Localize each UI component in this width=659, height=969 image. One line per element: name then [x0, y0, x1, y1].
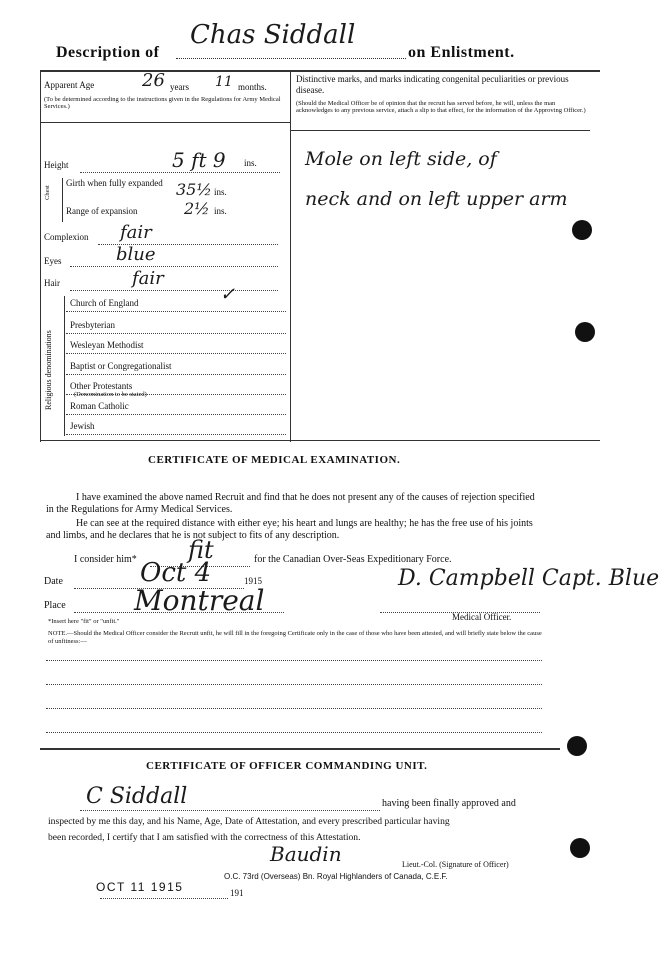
medical-title: CERTIFICATE OF MEDICAL EXAMINATION.: [148, 454, 401, 466]
age-note: (To be determined according to the instructions given in the Regulations for Army Medical Services.): [44, 96, 281, 110]
religion-divider: [64, 296, 65, 436]
denomination-item: Presbyterian: [70, 320, 115, 330]
commanding-title: CERTIFICATE OF OFFICER COMMANDING UNIT.: [146, 760, 428, 772]
punch-hole-4: [570, 838, 590, 858]
denomination-item: Jewish: [70, 421, 95, 431]
medical-footnote: *Insert here "fit" or "unfit.": [48, 618, 120, 625]
medical-para-1: I have examined the above named Recruit and find that he does not present any of the causes of rejection specified in the Regulations for Army Medical Services.: [46, 492, 535, 515]
church-of-england-check: ✓: [220, 284, 236, 305]
description-of-label: Description of: [56, 44, 160, 61]
consider-value: fit: [188, 536, 214, 564]
top-rule: [40, 70, 600, 72]
complexion-label: Complexion: [44, 232, 89, 242]
girth-value: 35½: [176, 180, 212, 199]
age-months: 11: [215, 74, 233, 90]
years-label: years: [170, 82, 189, 92]
place-label: Place: [44, 600, 66, 611]
distinctive-marks-1: Mole on left side, of: [305, 148, 497, 170]
name-underline: [176, 58, 406, 59]
chest-label: Chest: [44, 185, 51, 200]
denomination-dots: [66, 353, 286, 354]
height-label: Height: [44, 160, 69, 170]
medical-note: NOTE.—Should the Medical Officer consider the Recruit unfit, he will fill in the foregoing Certificate only in the case of those who have been attested, and will briefly state below the cause of unfitness:—: [48, 630, 542, 645]
commanding-date-dots: [100, 898, 228, 899]
commanding-signature-label: Lieut.-Col. (Signature of Officer): [402, 860, 509, 869]
punch-hole-3: [567, 736, 587, 756]
distinctive-note: (Should the Medical Officer be of opinion that the recruit has served before, he will, unless the man acknowledges to any previous service, attach a slip to that effect, for the information of the Approving Officer.): [296, 100, 586, 114]
eyes-label: Eyes: [44, 256, 62, 266]
range-label: Range of expansion: [66, 206, 138, 216]
ins-label-height: ins.: [244, 158, 257, 168]
ins-label-range: ins.: [214, 206, 227, 216]
medical-para-2: He can see at the required distance with either eye; his heart and lungs are healthy; he has the free use of his joints and limbs, and he declares that he is not subject to fits of any description.: [46, 518, 533, 541]
distinctive-heading: Distinctive marks, and marks indicating congenital peculiarities or previous disease.: [296, 74, 569, 95]
date-label: Date: [44, 576, 63, 587]
apparent-age-label: Apparent Age: [44, 80, 95, 90]
denomination-item: Wesleyan Methodist: [70, 340, 144, 350]
unfit-line-3: [46, 708, 542, 709]
height-dots: [80, 172, 280, 173]
range-value: 2½: [184, 199, 210, 218]
consider-suffix: for the Canadian Over-Seas Expeditionary Force.: [254, 554, 452, 565]
left-border: [40, 70, 41, 442]
chest-bracket: [62, 178, 63, 222]
medical-year: 1915: [244, 576, 262, 586]
denomination-dots: [66, 374, 286, 375]
denomination-dots: [66, 414, 286, 415]
place-value: Montreal: [134, 584, 265, 617]
girth-label: Girth when fully expanded: [66, 178, 163, 188]
denomination-item: (Denomination to be stated): [74, 391, 147, 398]
ins-label-girth: ins.: [214, 187, 227, 197]
consider-label: I consider him*: [74, 554, 137, 565]
height-value: 5 ft 9: [172, 148, 226, 172]
denomination-item: Baptist or Congregationalist: [70, 361, 172, 371]
on-enlistment-label: on Enlistment.: [408, 44, 515, 61]
commanding-name: C Siddall: [86, 784, 188, 809]
unfit-line-2: [46, 684, 542, 685]
denomination-dots: [66, 333, 286, 334]
punch-hole-2: [575, 322, 595, 342]
commanding-signature: Baudin: [270, 842, 342, 866]
unfit-line-4: [46, 732, 542, 733]
denomination-item: Other Protestants: [70, 381, 133, 391]
distinctive-marks-2: neck and on left upper arm: [305, 188, 568, 210]
commanding-line-3: been recorded, I certify that I am satisfied with the correctness of this Attestation.: [48, 832, 361, 843]
commanding-date-year: 191: [230, 888, 244, 898]
unfit-line-1: [46, 660, 542, 661]
place-dots: [74, 612, 284, 613]
medical-officer-label: Medical Officer.: [452, 612, 512, 622]
medical-signature: D. Campbell Capt. Blue: [398, 566, 659, 591]
months-label: months.: [238, 82, 267, 92]
hair-label: Hair: [44, 278, 60, 288]
column-divider: [290, 70, 291, 442]
religious-label: Religious denominations: [44, 330, 53, 410]
distinctive-rule: [290, 130, 590, 131]
age-years: 26: [142, 70, 165, 91]
recruit-name: Chas Siddall: [190, 20, 356, 50]
denomination-item: Church of England: [70, 298, 139, 308]
commanding-name-dots: [80, 810, 380, 811]
medical-bottom-rule: [40, 748, 560, 750]
hair-value: fair: [132, 268, 164, 289]
date-value: Oct 4: [140, 558, 212, 588]
date-stamp: OCT 11 1915: [96, 880, 184, 894]
eyes-dots: [70, 266, 278, 267]
punch-hole-1: [572, 220, 592, 240]
denomination-item: Roman Catholic: [70, 401, 129, 411]
commanding-having: having been finally approved and: [382, 798, 516, 809]
description-bottom-rule: [40, 440, 600, 441]
unit-line: O.C. 73rd (Overseas) Bn. Royal Highlanders of Canada, C.E.F.: [224, 872, 448, 881]
age-rule: [40, 122, 290, 123]
denomination-dots: [66, 311, 286, 312]
eyes-value: blue: [116, 244, 156, 265]
denomination-dots: [66, 434, 286, 435]
commanding-line-2: inspected by me this day, and his Name, Age, Date of Attestation, and every prescribed particular having: [48, 816, 450, 827]
complexion-value: fair: [120, 222, 152, 243]
hair-dots: [70, 290, 278, 291]
